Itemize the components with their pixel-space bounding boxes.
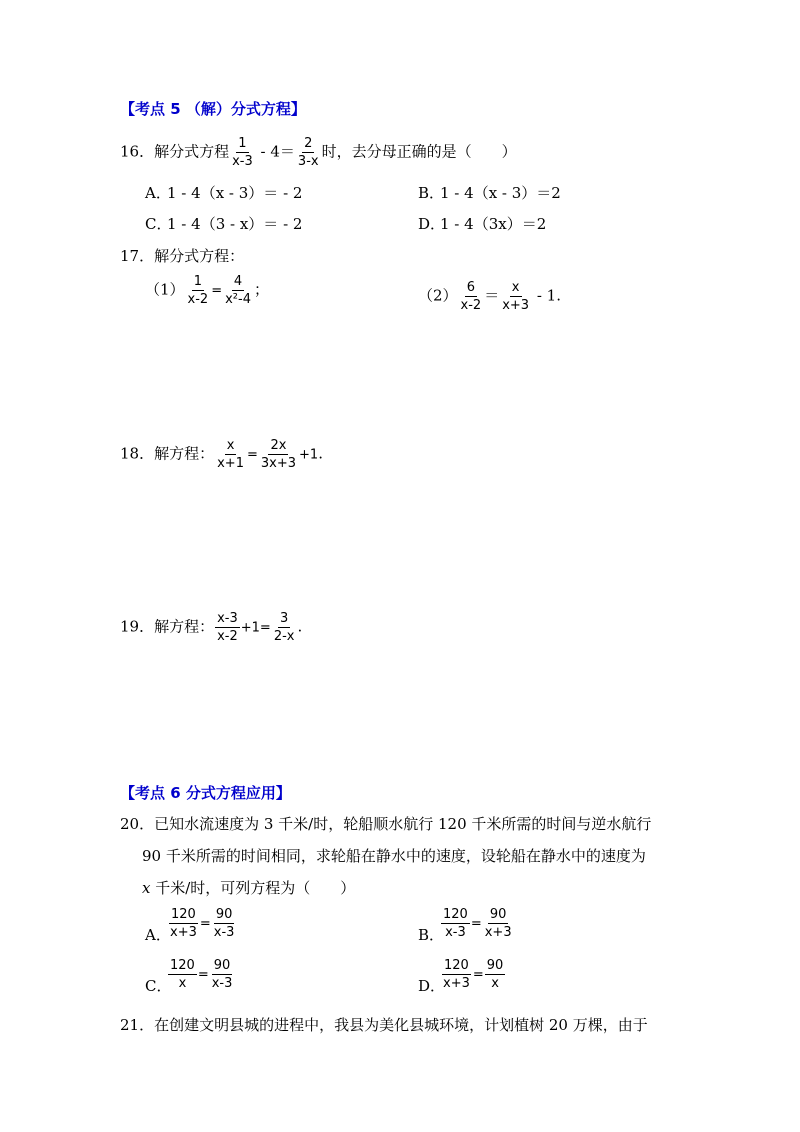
denominator: 3-x — [297, 154, 319, 169]
numerator: x — [226, 438, 235, 453]
punctuation: . — [297, 617, 303, 636]
plus-one-equals: +1= — [240, 620, 271, 636]
denominator: x-2 — [187, 292, 209, 307]
variable-x: x — [142, 879, 151, 897]
numerator: x — [511, 280, 520, 295]
denominator: x — [178, 976, 187, 991]
denominator: x — [491, 976, 499, 991]
fraction-right — [272, 611, 297, 644]
fraction-left — [186, 274, 211, 307]
q16-option-b[interactable] — [418, 182, 561, 203]
equals-sign: = — [197, 967, 209, 983]
question-number: 20． — [120, 815, 155, 833]
denominator: x-3 — [213, 925, 235, 940]
q20-option-a[interactable] — [145, 907, 237, 945]
part-label: （2） — [418, 286, 458, 305]
fraction-left — [215, 438, 246, 471]
question-number: 21． — [120, 1016, 155, 1034]
option-text: 1 - 4（3x）＝2 — [440, 215, 547, 233]
q20-option-d[interactable] — [418, 958, 506, 996]
question-number: 16． — [120, 142, 155, 161]
denominator: x-3 — [211, 976, 233, 991]
question-21-line-1 — [120, 1014, 648, 1035]
question-prompt: 解方程： — [154, 444, 215, 463]
denominator: x+3 — [484, 925, 512, 940]
question-text: 已知水流速度为 3 千米/时，轮船顺水航行 120 千米所需的时间与逆水航行 — [154, 815, 652, 833]
denominator: 2-x — [273, 629, 295, 644]
numerator: 90 — [486, 958, 504, 973]
q20-option-b[interactable] — [418, 907, 515, 945]
fraction-right — [223, 274, 253, 307]
numerator: 4 — [233, 274, 243, 289]
question-18 — [120, 438, 323, 471]
fraction-left — [441, 958, 472, 991]
numerator: 1 — [193, 274, 203, 289]
question-number: 18． — [120, 444, 155, 463]
q16-option-a[interactable] — [145, 182, 302, 203]
denominator: x-2 — [217, 629, 238, 644]
option-label: B． — [418, 184, 445, 202]
fraction-left — [168, 958, 197, 991]
option-label: B． — [418, 925, 445, 944]
section-heading-6: 【考点 6 分式方程应用】 — [120, 784, 291, 802]
numerator: 120 — [170, 958, 195, 973]
numerator: 2 — [304, 136, 313, 151]
fraction-right — [500, 280, 531, 313]
fraction-left — [441, 907, 470, 940]
punctuation: ； — [253, 280, 269, 299]
fraction-right — [485, 958, 506, 991]
q16-option-c[interactable] — [145, 213, 302, 234]
option-text: 1 - 4（3 - x）＝ - 2 — [167, 215, 303, 233]
fraction-left — [168, 907, 199, 940]
plus-one: +1 — [299, 447, 319, 463]
numerator: 2x — [270, 438, 287, 453]
denominator: x²-4 — [225, 292, 251, 307]
q17-part-1 — [145, 274, 269, 307]
fraction-left — [215, 611, 240, 644]
numerator: x-3 — [217, 611, 238, 626]
question-19 — [120, 611, 302, 644]
question-prompt: 解方程： — [154, 617, 215, 636]
numerator: 120 — [171, 907, 196, 922]
option-text: 1 - 4（x - 3）＝ - 2 — [167, 184, 303, 202]
question-16-stem — [120, 136, 517, 169]
fraction-right — [210, 958, 235, 991]
numerator: 6 — [466, 280, 476, 295]
part-label: （1） — [145, 280, 185, 299]
denominator: x-3 — [445, 925, 466, 940]
option-label: A． — [145, 925, 171, 944]
equation-tail: - 1. — [532, 286, 561, 305]
fraction-left — [230, 136, 255, 169]
denominator: 3x+3 — [260, 456, 297, 471]
denominator: x-2 — [460, 298, 482, 313]
question-number: 17． — [120, 247, 155, 265]
question-text: 在创建文明县城的进程中，我县为美化县城环境，计划植树 20 万棵，由于 — [154, 1016, 648, 1034]
equation-text: - 4＝ — [255, 142, 295, 161]
denominator: x+3 — [502, 298, 530, 313]
denominator: x-3 — [232, 154, 253, 169]
question-suffix: 时，去分母正确的是（ ） — [321, 142, 517, 161]
fraction-right — [212, 907, 237, 940]
numerator: 90 — [489, 907, 507, 922]
option-text: 1 - 4（x - 3）＝2 — [440, 184, 561, 202]
question-number: 19． — [120, 617, 155, 636]
option-label: D． — [418, 215, 446, 233]
equals-sign: = — [470, 916, 482, 932]
equals-sign: ＝ — [484, 286, 500, 305]
numerator: 1 — [238, 136, 247, 151]
numerator: 120 — [443, 907, 468, 922]
denominator: x+1 — [217, 456, 244, 471]
numerator: 90 — [213, 958, 231, 973]
equals-sign: = — [199, 916, 211, 932]
fraction-left — [459, 280, 484, 313]
numerator: 90 — [215, 907, 233, 922]
q16-option-d[interactable] — [418, 213, 546, 234]
q20-option-c[interactable] — [145, 958, 235, 996]
fraction-right — [296, 136, 321, 169]
equals-sign: = — [246, 447, 258, 463]
fraction-right — [483, 907, 514, 940]
question-prompt: 解分式方程 — [154, 142, 230, 161]
equals-sign: = — [472, 967, 484, 983]
question-17-stem — [120, 245, 244, 266]
fraction-right — [259, 438, 298, 471]
section-heading-5: 【考点 5 （解）分式方程】 — [120, 100, 306, 118]
option-label: A． — [145, 184, 171, 202]
equals-sign: = — [211, 283, 223, 299]
denominator: x+3 — [443, 976, 470, 991]
denominator: x+3 — [170, 925, 197, 940]
question-20-line-2: 90 千米所需的时间相同，求轮船在静水中的速度，设轮船在静水中的速度为 — [142, 847, 646, 865]
option-label: C． — [145, 976, 172, 995]
numerator: 3 — [280, 611, 289, 626]
option-label: C． — [145, 215, 172, 233]
question-text: 千米/时，可列方程为（ ） — [150, 879, 356, 897]
numerator: 120 — [444, 958, 469, 973]
question-prompt: 解分式方程： — [154, 247, 245, 265]
question-20-line-1 — [120, 813, 651, 834]
option-label: D． — [418, 976, 446, 995]
question-20-line-3 — [142, 877, 355, 898]
q17-part-2 — [418, 280, 561, 313]
punctuation: . — [318, 444, 323, 463]
